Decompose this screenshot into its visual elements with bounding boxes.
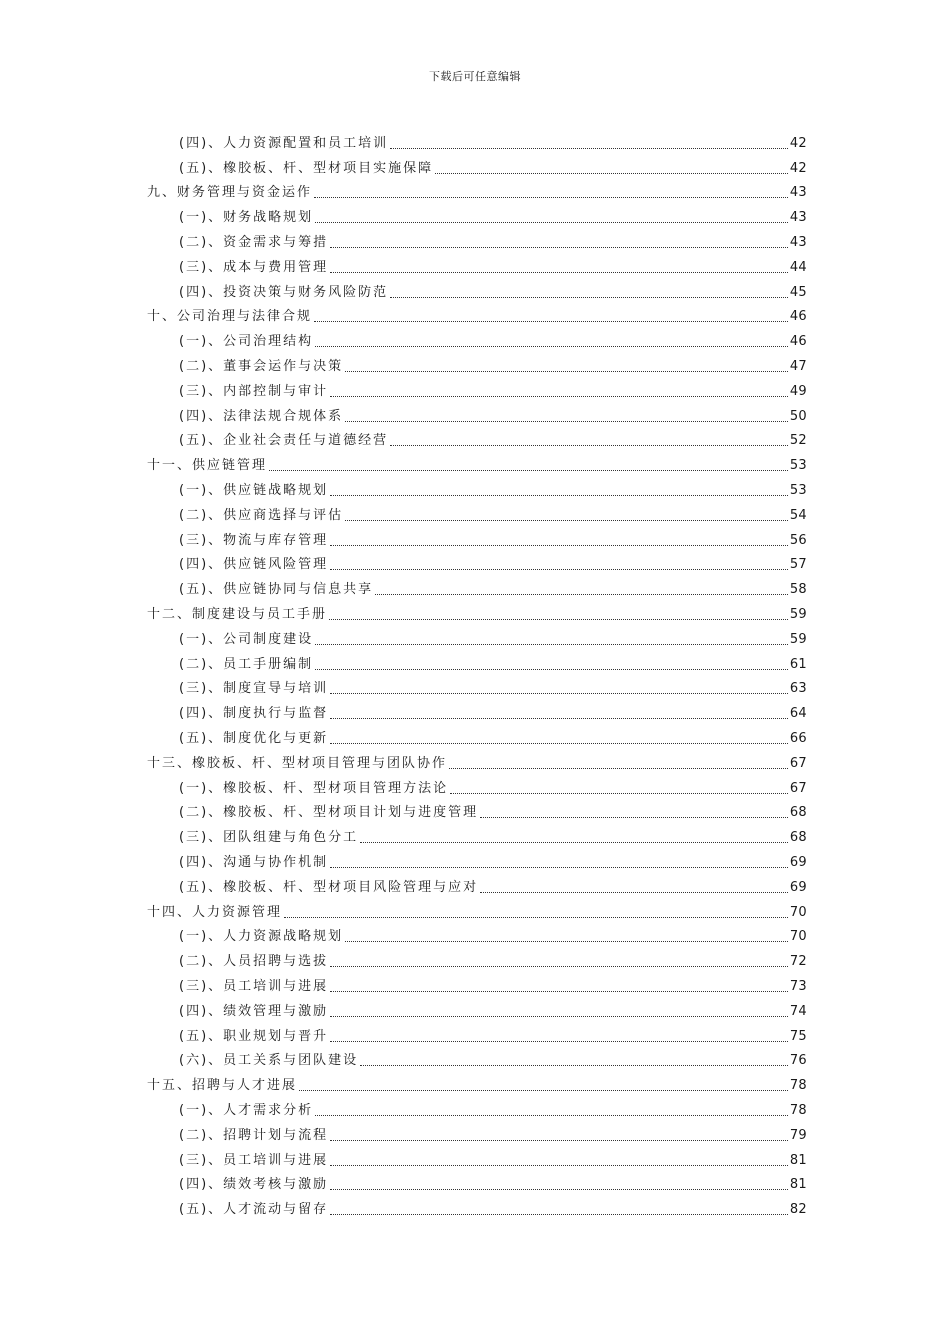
- toc-dot-leader: [330, 1213, 788, 1215]
- toc-section-entry[interactable]: [179, 201, 807, 226]
- toc-dot-leader: [315, 345, 788, 347]
- toc-section-entry[interactable]: [179, 425, 807, 450]
- toc-entry-label: 十五、招聘与人才进展: [147, 1078, 298, 1094]
- toc-page-number: 42: [789, 135, 807, 151]
- toc-page-number: 59: [789, 606, 807, 622]
- toc-page-number: 74: [789, 1003, 807, 1019]
- toc-section-entry[interactable]: [179, 127, 807, 152]
- toc-page-number: 75: [789, 1028, 807, 1044]
- toc-dot-leader: [480, 816, 788, 818]
- toc-chapter-entry[interactable]: [147, 1069, 807, 1094]
- toc-page-number: 57: [789, 557, 807, 573]
- toc-section-entry[interactable]: [179, 325, 807, 350]
- toc-section-entry[interactable]: [179, 921, 807, 946]
- toc-page-number: 46: [789, 334, 807, 350]
- toc-entry-label: (五)、橡胶板、杆、型材项目风险管理与应对: [179, 879, 479, 895]
- toc-entry-label: (二)、员工手册编制: [179, 656, 314, 672]
- toc-section-entry[interactable]: [179, 623, 807, 648]
- toc-entry-label: (一)、人才需求分析: [179, 1102, 314, 1118]
- toc-dot-leader: [330, 742, 788, 744]
- toc-dot-leader: [329, 618, 788, 620]
- toc-page-number: 44: [789, 259, 807, 275]
- toc-dot-leader: [330, 692, 788, 694]
- toc-page-number: 70: [789, 929, 807, 945]
- page-header: 下载后可任意编辑: [429, 70, 521, 83]
- toc-dot-leader: [360, 1064, 788, 1066]
- toc-page-number: 81: [789, 1152, 807, 1168]
- toc-section-entry[interactable]: [179, 573, 807, 598]
- toc-page-number: 52: [789, 433, 807, 449]
- toc-page-number: 43: [789, 234, 807, 250]
- toc-dot-leader: [330, 544, 788, 546]
- toc-entry-label: (二)、董事会运作与决策: [179, 358, 344, 374]
- toc-page-number: 68: [789, 805, 807, 821]
- toc-page-number: 66: [789, 730, 807, 746]
- toc-section-entry[interactable]: [179, 1119, 807, 1144]
- toc-entry-label: (一)、财务战略规划: [179, 210, 314, 226]
- toc-section-entry[interactable]: [179, 400, 807, 425]
- toc-entry-label: (四)、绩效管理与激励: [179, 1003, 329, 1019]
- toc-section-entry[interactable]: [179, 673, 807, 698]
- toc-dot-leader: [330, 246, 788, 248]
- toc-section-entry[interactable]: [179, 226, 807, 251]
- toc-page-number: 53: [789, 482, 807, 498]
- toc-page-number: 46: [789, 309, 807, 325]
- toc-section-entry[interactable]: [179, 821, 807, 846]
- toc-chapter-entry[interactable]: [147, 598, 807, 623]
- toc-page-number: 61: [789, 656, 807, 672]
- toc-dot-leader: [435, 172, 788, 174]
- toc-section-entry[interactable]: [179, 846, 807, 871]
- toc-page-number: 50: [789, 408, 807, 424]
- toc-dot-leader: [390, 296, 788, 298]
- toc-section-entry[interactable]: [179, 1094, 807, 1119]
- toc-page-number: 47: [789, 358, 807, 374]
- toc-section-entry[interactable]: [179, 549, 807, 574]
- toc-page-number: 59: [789, 631, 807, 647]
- toc-page-number: 81: [789, 1177, 807, 1193]
- toc-section-entry[interactable]: [179, 1020, 807, 1045]
- toc-page-number: 63: [789, 681, 807, 697]
- toc-dot-leader: [269, 469, 788, 471]
- toc-dot-leader: [330, 395, 788, 397]
- toc-dot-leader: [330, 271, 788, 273]
- toc-entry-label: (一)、供应链战略规划: [179, 482, 329, 498]
- toc-dot-leader: [330, 1015, 788, 1017]
- toc-entry-label: (二)、橡胶板、杆、型材项目计划与进度管理: [179, 805, 479, 821]
- toc-page-number: 53: [789, 458, 807, 474]
- toc-entry-label: (二)、人员招聘与选拔: [179, 954, 329, 970]
- toc-page-number: 58: [789, 582, 807, 598]
- toc-entry-label: (四)、沟通与协作机制: [179, 854, 329, 870]
- toc-entry-label: 十四、人力资源管理: [147, 904, 283, 920]
- toc-entry-label: (五)、人才流动与留存: [179, 1202, 329, 1218]
- toc-entry-label: (五)、职业规划与晋升: [179, 1028, 329, 1044]
- toc-entry-label: (三)、员工培训与进展: [179, 1152, 329, 1168]
- toc-dot-leader: [450, 792, 788, 794]
- toc-page-number: 67: [789, 755, 807, 771]
- toc-entry-label: (一)、公司制度建设: [179, 631, 314, 647]
- toc-dot-leader: [315, 643, 788, 645]
- toc-entry-label: (一)、人力资源战略规划: [179, 929, 344, 945]
- toc-entry-label: (三)、成本与费用管理: [179, 259, 329, 275]
- toc-dot-leader: [299, 1089, 788, 1091]
- toc-dot-leader: [345, 519, 788, 521]
- toc-entry-label: (五)、制度优化与更新: [179, 730, 329, 746]
- toc-dot-leader: [330, 1188, 788, 1190]
- toc-dot-leader: [330, 1164, 788, 1166]
- toc-dot-leader: [330, 568, 788, 570]
- toc-dot-leader: [345, 370, 788, 372]
- toc-chapter-entry[interactable]: [147, 747, 807, 772]
- toc-section-entry[interactable]: [179, 375, 807, 400]
- toc-entry-label: (三)、内部控制与审计: [179, 383, 329, 399]
- toc-page-number: 56: [789, 532, 807, 548]
- toc-entry-label: (四)、绩效考核与激励: [179, 1177, 329, 1193]
- toc-entry-label: 十、公司治理与法律合规: [147, 309, 313, 325]
- toc-dot-leader: [330, 1139, 788, 1141]
- toc-section-entry[interactable]: [179, 1045, 807, 1070]
- toc-dot-leader: [390, 444, 788, 446]
- toc-entry-label: (一)、公司治理结构: [179, 334, 314, 350]
- toc-entry-label: (四)、人力资源配置和员工培训: [179, 135, 389, 151]
- toc-page-number: 64: [789, 706, 807, 722]
- toc-section-entry[interactable]: [179, 524, 807, 549]
- toc-dot-leader: [480, 891, 788, 893]
- toc-dot-leader: [315, 668, 788, 670]
- toc-page-number: 42: [789, 160, 807, 176]
- toc-entry-label: (四)、投资决策与财务风险防范: [179, 284, 389, 300]
- toc-page-number: 54: [789, 507, 807, 523]
- toc-page-number: 78: [789, 1102, 807, 1118]
- toc-chapter-entry[interactable]: [147, 896, 807, 921]
- toc-page-number: 43: [789, 210, 807, 226]
- toc-section-entry[interactable]: [179, 945, 807, 970]
- toc-section-entry[interactable]: [179, 772, 807, 797]
- toc-dot-leader: [449, 767, 788, 769]
- toc-dot-leader: [345, 940, 788, 942]
- toc-entry-label: 十一、供应链管理: [147, 458, 268, 474]
- toc-entry-label: (四)、法律法规合规体系: [179, 408, 344, 424]
- toc-chapter-entry[interactable]: [147, 449, 807, 474]
- toc-page-number: 67: [789, 780, 807, 796]
- toc-page-number: 45: [789, 284, 807, 300]
- toc-dot-leader: [315, 221, 788, 223]
- toc-section-entry[interactable]: [179, 871, 807, 896]
- toc-entry-label: (四)、制度执行与监督: [179, 706, 329, 722]
- toc-entry-label: (六)、员工关系与团队建设: [179, 1053, 359, 1069]
- toc-page-number: 43: [789, 185, 807, 201]
- toc-dot-leader: [330, 1040, 788, 1042]
- toc-entry-label: 十三、橡胶板、杆、型材项目管理与团队协作: [147, 755, 448, 771]
- toc-section-entry[interactable]: [179, 970, 807, 995]
- toc-entry-label: 十二、制度建设与员工手册: [147, 606, 328, 622]
- toc-section-entry[interactable]: [179, 499, 807, 524]
- toc-dot-leader: [330, 990, 788, 992]
- toc-dot-leader: [314, 320, 788, 322]
- toc-dot-leader: [330, 965, 788, 967]
- toc-page-number: 79: [789, 1127, 807, 1143]
- toc-entry-label: (二)、供应商选择与评估: [179, 507, 344, 523]
- toc-chapter-entry[interactable]: [147, 301, 807, 326]
- toc-section-entry[interactable]: [179, 152, 807, 177]
- toc-dot-leader: [330, 717, 788, 719]
- toc-section-entry[interactable]: [179, 1193, 807, 1218]
- toc-entry-label: (五)、橡胶板、杆、型材项目实施保障: [179, 160, 434, 176]
- toc-section-entry[interactable]: [179, 722, 807, 747]
- toc-dot-leader: [390, 147, 788, 149]
- toc-entry-label: (二)、资金需求与筹措: [179, 234, 329, 250]
- toc-entry-label: (五)、企业社会责任与道德经营: [179, 433, 389, 449]
- toc-entry-label: (五)、供应链协同与信息共享: [179, 582, 374, 598]
- toc-page-number: 76: [789, 1053, 807, 1069]
- toc-dot-leader: [315, 1114, 788, 1116]
- toc-section-entry[interactable]: [179, 276, 807, 301]
- toc-entry-label: (一)、橡胶板、杆、型材项目管理方法论: [179, 780, 449, 796]
- toc-dot-leader: [330, 494, 788, 496]
- toc-dot-leader: [284, 916, 788, 918]
- toc-page-number: 73: [789, 978, 807, 994]
- toc-dot-leader: [314, 196, 788, 198]
- toc-entry-label: 九、财务管理与资金运作: [147, 185, 313, 201]
- toc-page-number: 72: [789, 954, 807, 970]
- toc-section-entry[interactable]: [179, 797, 807, 822]
- toc-page-number: 70: [789, 904, 807, 920]
- toc-dot-leader: [330, 866, 788, 868]
- toc-section-entry[interactable]: [179, 350, 807, 375]
- toc-page-number: 49: [789, 383, 807, 399]
- toc-section-entry[interactable]: [179, 1169, 807, 1194]
- toc-dot-leader: [375, 593, 788, 595]
- toc-page-number: 69: [789, 879, 807, 895]
- toc-section-entry[interactable]: [179, 1144, 807, 1169]
- toc-entry-label: (三)、物流与库存管理: [179, 532, 329, 548]
- toc-entry-label: (四)、供应链风险管理: [179, 557, 329, 573]
- toc-entry-label: (三)、团队组建与角色分工: [179, 830, 359, 846]
- toc-page-number: 69: [789, 854, 807, 870]
- toc-dot-leader: [345, 420, 788, 422]
- toc-entry-label: (三)、员工培训与进展: [179, 978, 329, 994]
- toc-section-entry[interactable]: [179, 474, 807, 499]
- toc-page-number: 78: [789, 1078, 807, 1094]
- toc-entry-label: (三)、制度宣导与培训: [179, 681, 329, 697]
- toc-chapter-entry[interactable]: [147, 177, 807, 202]
- toc-section-entry[interactable]: [179, 251, 807, 276]
- toc-section-entry[interactable]: [179, 697, 807, 722]
- toc-page-number: 68: [789, 830, 807, 846]
- toc-section-entry[interactable]: [179, 995, 807, 1020]
- toc-section-entry[interactable]: [179, 648, 807, 673]
- toc-entry-label: (二)、招聘计划与流程: [179, 1127, 329, 1143]
- toc-dot-leader: [360, 841, 788, 843]
- toc-page-number: 82: [789, 1202, 807, 1218]
